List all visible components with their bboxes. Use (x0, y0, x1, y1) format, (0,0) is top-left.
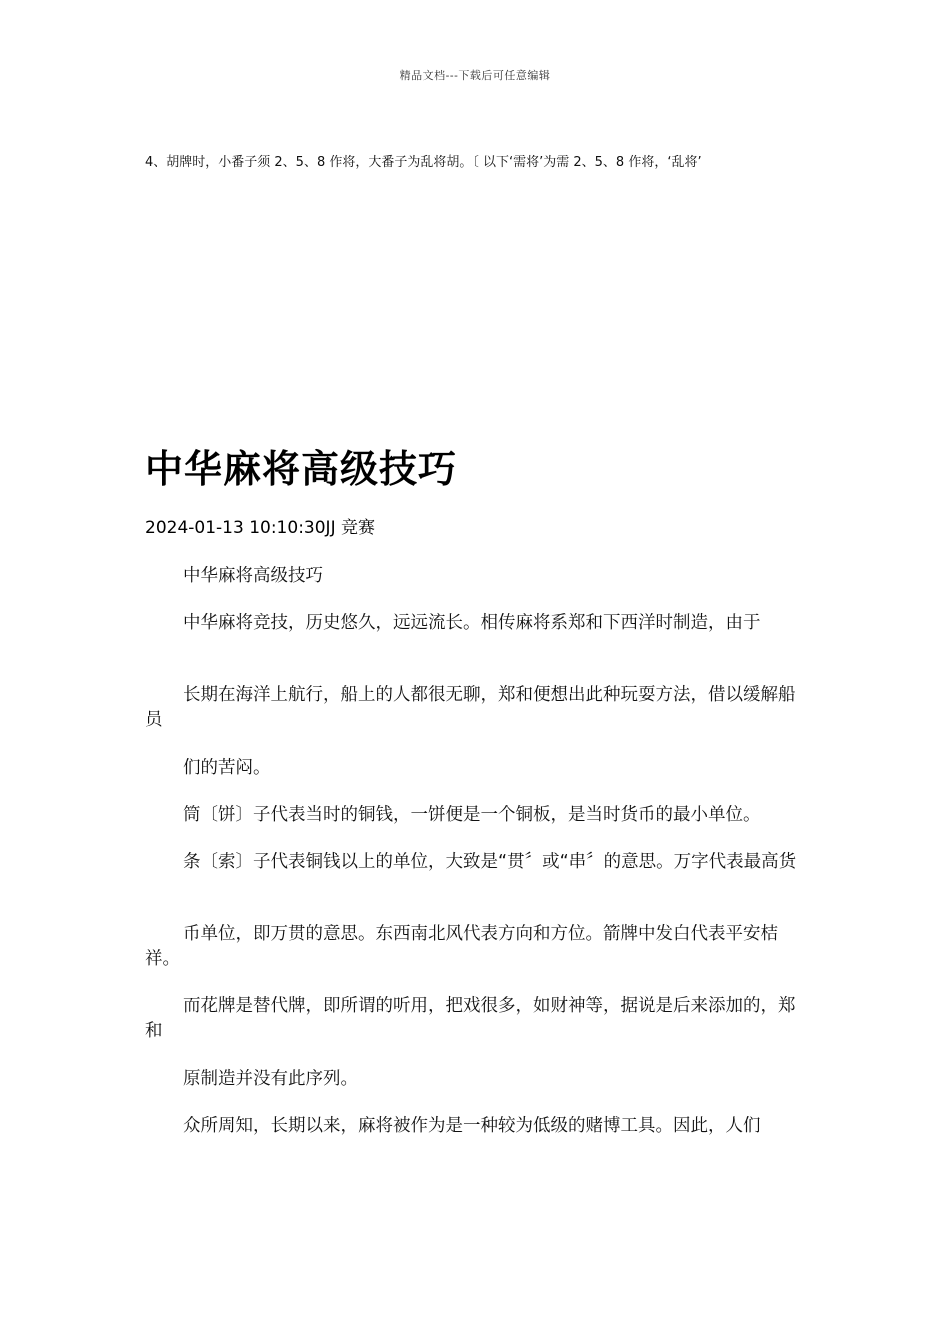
paragraph-8: 而花牌是替代牌，即所谓的听用，把戏很多，如财神等，据说是后来添加的，郑和 (145, 996, 796, 1041)
page-header: 精品文档---下载后可任意编辑 (399, 69, 551, 82)
paragraph-5: 筒〔饼〕子代表当时的铜钱，一饼便是一个铜板，是当时货币的最小单位。 (183, 805, 761, 825)
paragraph-4: 们的苦闷。 (183, 758, 271, 778)
rule-note-paragraph: 4、胡牌时，小番子须 2、5、8 作将，大番子为乱将胡。〔 以下‘需将’为需 2、5、8 作将，‘乱将’ (145, 155, 702, 170)
paragraph-7: 币单位，即万贯的意思。东西南北风代表方向和方位。箭牌中发白代表平安桔祥。 (145, 924, 778, 969)
paragraph-6: 条〔索〕子代表铜钱以上的单位，大致是“贯〞或“串〞的意思。万字代表最高货 (183, 852, 797, 872)
paragraph-2: 中华麻将竞技，历史悠久，远远流长。相传麻将系郑和下西洋时制造，由于 (183, 613, 761, 633)
article-title: 中华麻将高级技巧 (145, 447, 458, 491)
paragraph-1: 中华麻将高级技巧 (183, 566, 323, 586)
article-meta: 2024-01-13 10:10:30JJ 竞赛 (145, 518, 375, 538)
paragraph-3: 长期在海洋上航行，船上的人都很无聊，郑和便想出此种玩耍方法，借以缓解船员 (145, 685, 796, 730)
paragraph-10: 众所周知，长期以来，麻将被作为是一种较为低级的赌博工具。因此，人们 (183, 1116, 761, 1136)
paragraph-9: 原制造并没有此序列。 (183, 1069, 358, 1089)
